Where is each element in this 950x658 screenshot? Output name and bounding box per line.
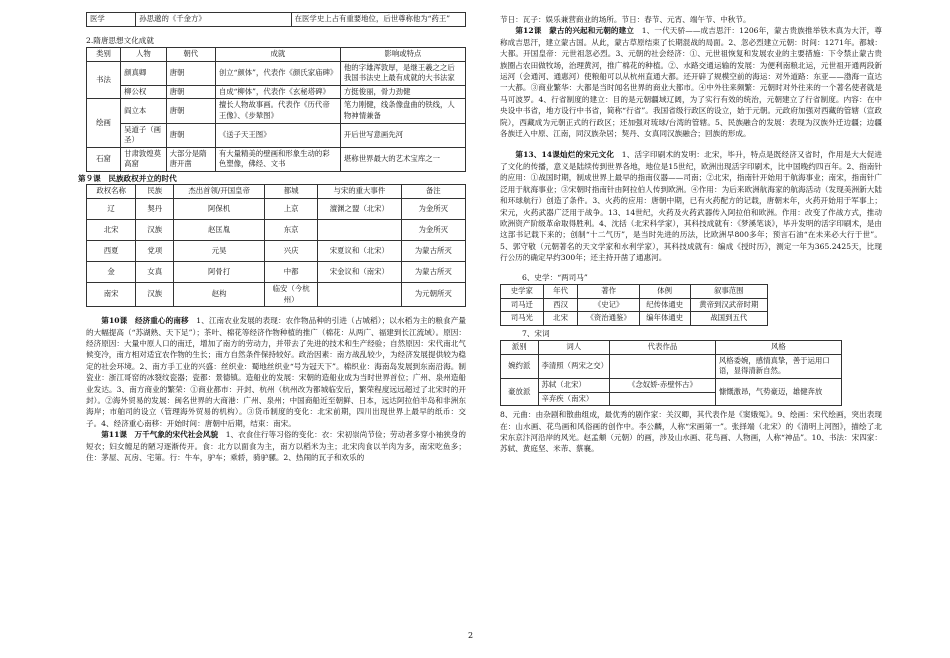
table-cell: 《念奴娇·赤壁怀古》 <box>610 378 716 392</box>
table-cell: 风格委婉，感情真挚，善于运用口语，显得清新自然。 <box>715 354 841 378</box>
table-cell: 北宋 <box>543 312 578 326</box>
table-cell: 辽 <box>87 198 136 219</box>
page-number: 2 <box>468 631 474 640</box>
table-cell: 中都 <box>265 261 318 282</box>
table-cell: 战国到五代 <box>690 312 767 326</box>
table-cell: 柳公权 <box>121 85 166 99</box>
column-header: 都城 <box>265 185 318 199</box>
table-cell: 甘肃敦煌莫高窟 <box>121 147 166 171</box>
table-cell: 《资治通鉴》 <box>578 312 639 326</box>
table-cell: 唐朝 <box>166 85 215 99</box>
table-cell: 在医学史上占有重要地位，后世尊称他为“药王” <box>291 13 465 27</box>
column-header: 叙事范围 <box>690 284 767 298</box>
table-cell: 豪放派 <box>501 378 539 405</box>
table-cell: 临安（今杭州） <box>265 282 318 306</box>
table-cell: 苏轼（北宋） <box>538 378 610 392</box>
table-row <box>87 240 466 261</box>
table-cell: 吴道子（画圣） <box>121 123 166 147</box>
table-cell <box>318 282 401 306</box>
category-cell: 绘画 <box>87 99 121 147</box>
category-cell: 石窟 <box>87 147 121 171</box>
table-row <box>87 99 466 123</box>
table-cell: 阎立本 <box>121 99 166 123</box>
table-row <box>501 298 768 312</box>
lesson-11-title: 第11课 万千气象的宋代社会风貌 <box>101 430 219 440</box>
table-cell: 医学 <box>87 13 136 27</box>
historian-section-title: 6、史学：“两司马” <box>522 272 588 282</box>
column-header: 体例 <box>639 284 690 298</box>
table-header-row <box>87 48 466 62</box>
table-cell: 辛弃疾（南宋） <box>538 392 610 406</box>
table-cell: 宋金议和（南宋） <box>318 261 401 282</box>
table-row <box>87 261 466 282</box>
table-cell: 澶渊之盟（北宋） <box>318 198 401 219</box>
column-header: 民族 <box>136 185 174 199</box>
table-cell: 大部分是隋唐开凿 <box>166 147 215 171</box>
final-paragraph: 8、元曲：由杂剧和散曲组成，最优秀的剧作家：关汉卿，其代表作是《窦娥冤》。9、绘画：宋代绘画，突出表现在：山水画、花鸟画和风俗画的创作中。李公麟，人称“宋画第一”。张择端（北宋）的《清明上河图》，描绘了北宋东京汴河沿岸的风光。赵孟頫（元朝）的画，涉及山水画、花鸟画、人物画，人称“神品”。10、书法：宋四家：苏轼、黄庭坚、米芾、蔡襄。 <box>500 410 882 454</box>
table-cell: 开后世写意画先河 <box>340 123 465 147</box>
table-header-row <box>501 284 768 298</box>
lesson-10-paragraph <box>86 315 466 429</box>
table-cell: 阿骨打 <box>174 261 265 282</box>
table-cell: 赵匡胤 <box>174 219 265 240</box>
column-header: 政权名称 <box>87 185 136 199</box>
table-cell: 司马光 <box>501 312 544 326</box>
table-header-row <box>501 341 842 355</box>
table-cell: 汉族 <box>136 219 174 240</box>
table-cell <box>318 219 401 240</box>
column-header: 著作 <box>578 284 639 298</box>
table-row <box>87 282 466 306</box>
table-cell: 女真 <box>136 261 174 282</box>
lesson-12-paragraph <box>500 25 882 139</box>
category-cell: 书法 <box>87 61 121 99</box>
table-cell: 兴庆 <box>265 240 318 261</box>
column-header: 杰出首领/开国皇帝 <box>174 185 265 199</box>
table-row <box>87 123 466 147</box>
column-header: 词人 <box>538 341 610 355</box>
table-cell: 司马迁 <box>501 298 544 312</box>
lesson-13-14-paragraph <box>500 149 882 263</box>
table-cell: 纪传体通史 <box>639 298 690 312</box>
culture-table <box>86 47 466 172</box>
table-cell: 西汉 <box>543 298 578 312</box>
lesson-9-title: 第９课 民族政权并立的时代 <box>78 173 177 183</box>
table-cell: 南宋 <box>87 282 136 306</box>
table-row <box>501 312 768 326</box>
table-cell: 颜真卿 <box>121 61 166 85</box>
table-cell: 上京 <box>265 198 318 219</box>
table-cell: 自成“柳体”，代表作《玄秘塔碑》 <box>215 85 340 99</box>
table-cell: 宋夏议和（北宋） <box>318 240 401 261</box>
table-cell: 阿保机 <box>174 198 265 219</box>
table-cell: 擅长人物故事画。代表作《历代帝王像》、《步辇图》 <box>215 99 340 123</box>
festival-text: 节日：瓦子：娱乐兼营商业的场所。节日：春节、元宵、端午节、中秋节。 <box>500 15 751 24</box>
table-cell: 西夏 <box>87 240 136 261</box>
table-cell: 堪称世界最大的艺术宝库之一 <box>340 147 465 171</box>
lesson-11-text: 1、衣食住行等习俗的变化：衣：宋初崇尚节俭；劳动者多穿小袖狭身的短衣；妇女缠足的陋习逐渐传开。食：北方以面食为主，南方以稻米为主；北宋肉食以羊肉为多，南宋吃鱼多；住：茅屋、瓦房、宅第。行：牛车，驴车；乘轿，骑驴骡。2、热闹的瓦子和欢乐的 <box>86 430 466 462</box>
table-row <box>87 219 466 240</box>
lesson-12-text: 1、一代天骄——成吉思汗：1206年，蒙古贵族推举铁木真为大汗，尊称成吉思汗，建立蒙古国。从此，蒙古草原结束了长期混战的局面。2、忽必烈建立元朝：时间：1271年。都城：大都。开国皇帝：元世祖忽必烈。3、元朝的社会经济：①、元世祖恢复和发展农业的主要措施：下令禁止蒙古贵族圈占农田做牧场，治理黄河，推广棉花的种植。②、水路交通运输的发展：为便利南粮北运，元世祖开通两段新运河（会通河、通惠河）使粮船可以从杭州直通大都。还开辟了规模空前的海运：对外道路：东亚——渤海一直达一大都。③商业繁华：大都是当时闻名世界的商业大都市。④中外往来频繁：元朝时对外往来的一个著名使者就是马可波罗。4、行省制度的建立：目的是元朝疆域辽阔，为了实行有效的统治，元朝建立了行省制度。内容：在中央设中书省，地方设行中书省，简称“行省”。我国省级行政区的设立，始于元朝。元政府加强对西藏的管辖（宣政院），西藏成为元朝正式的行政区；还加强对琉球/台湾的管辖。5、民族融合的发展：表现为汉族外迁边疆；边疆各族迁入中原、江南，同汉族杂居；契丹、女真同汉族融合；回族的形成。 <box>500 26 882 139</box>
table-cell: 为元朝所灭 <box>401 282 465 306</box>
table-cell: 《送子天王图》 <box>215 123 340 147</box>
historian-table <box>500 284 768 326</box>
table-cell <box>610 354 716 378</box>
table-cell: 党项 <box>136 240 174 261</box>
table-cell: 为金所灭 <box>401 219 465 240</box>
lesson-13-14-text: 1、活字印刷术的发明：北宋，毕升，特点是既经济又省时，作用是大大促进了文化的传播，意义是陆续传到世界各地，地位是15世纪，欧洲出现活字印刷术，比中国晚约四百年。2、指南针的应用：①战国时期，制成世界上最早的指南仪器——司南；②北宋，指南针开始用于航海事业；南宋，指南针广泛用于航海事业；③宋朝时指南针由阿拉伯人传到欧洲。④作用：为后来欧洲航海家的航海活动（发现美洲新大陆和环球航行）创造了条件。3、火药的应用：唐朝中期，已有火药配方的记载，唐朝末年，火药开始用于军事上；宋元，火药武器广泛用于战争。13、14世纪，火药及火药武器传入阿拉伯和欧洲。作用：改变了作战方式，推动欧洲资产阶级革命取得胜利。4、沈括（北宋科学家），其科技成就有：《梦溪笔谈》，毕升发明的活字印刷术，是由这部书记载下来的；创制“十二气历”，是当时先进的历法，比欧洲早800多年；预言石油“在未来必大行于世”。5、郭守敬（元朝著名的天文学家和水利学家），其科技成就有：编成《授时历》，测定一年为365.2425天，比现行公历的确定早约300年；还主持开凿了通惠河。 <box>500 150 883 263</box>
ci-table <box>500 340 842 406</box>
table-cell: 婉约派 <box>501 354 539 378</box>
table-cell: 笔力刚健，线条像盘曲的铁线，人物神情兼备 <box>340 99 465 123</box>
medical-table <box>86 12 466 27</box>
table-row <box>87 198 466 219</box>
table-cell: 方挺俊丽，骨力劲健 <box>340 85 465 99</box>
lesson-13-14-title: 第13、14课灿烂的宋元文化 <box>515 150 615 160</box>
column-header: 朝代 <box>166 48 215 62</box>
table-cell: 为蒙古所灭 <box>401 261 465 282</box>
lesson-10-title: 第10课 经济重心的南移 <box>101 316 189 326</box>
table-cell: 他的字雄浑敦厚，是继王羲之之后我国书法史上最有成就的大书法家 <box>340 61 465 85</box>
table-cell: 唐朝 <box>166 61 215 85</box>
table-cell: 契丹 <box>136 198 174 219</box>
lesson-10-text: 1、江南农业发展的表现：农作物品种的引进（占城稻）；以水稻为主的粮食产量的大幅提高（“苏湖熟、天下足”）；茶叶、棉花等经济作物种植的推广（棉花：从两广、福建到长江流域）。原因：经济原因：大量中原人口的南迁，增加了南方的劳动力，并带去了先进的技术和生产经验；自然原因：宋代南北气候变冷，南方相对适宜农作物的生长；南方自然条件保持较好。政治因素：南方战乱较少，为经济发展提供较为稳定的社会环境。2、南方手工业的兴盛：丝织业：蜀地丝织业“号为冠天下”。棉织业：海南岛发展到东南沿海。制瓷业：浙江哥窑的冰裂纹瓷器；瓷都：景德镇。造船业的发展：宋朝的造船业成为当时世界首位；广州、泉州造船业发达。3、南方商业的繁荣：①商业都市：开封、杭州（杭州改为都城临安后，繁荣程度远远超过了北宋时的开封）。②海外贸易的发展：闽名世界的大商港：广州、泉州；中国商船近至朝鲜、日本，远达阿拉伯半岛和非洲东海岸；市舶司的设立（管理海外贸易的机构）。③货币制度的变化：北宋前期，四川出现世界上最早的纸币：交子。4、经济重心南移：开始时间：唐朝中后期，结束：南宋。 <box>86 316 466 428</box>
ci-section-title: 7、宋词 <box>522 328 550 338</box>
table-cell: 东京 <box>265 219 318 240</box>
table-row <box>87 147 466 171</box>
column-header: 备注 <box>401 185 465 199</box>
lesson-12-title: 第12课 蒙古的兴起和元朝的建立 <box>515 26 635 36</box>
column-header: 史学家 <box>501 284 544 298</box>
table-cell: 慷慨激昂，气势豪迈，雄健奔放 <box>715 378 841 405</box>
column-header: 代表作品 <box>610 341 716 355</box>
culture-section-title: 2.隋唐思想文化成就 <box>86 35 154 45</box>
table-row <box>87 61 466 85</box>
right-column <box>500 0 882 455</box>
table-row <box>87 85 466 99</box>
table-cell: 汉族 <box>136 282 174 306</box>
left-column <box>78 0 466 463</box>
column-header: 影响或特点 <box>340 48 465 62</box>
table-row <box>501 378 842 392</box>
table-cell: 元昊 <box>174 240 265 261</box>
column-header: 与宋的重大事件 <box>318 185 401 199</box>
table-cell: 孙思邈的《千金方》 <box>136 13 291 27</box>
table-cell: 为蒙古所灭 <box>401 240 465 261</box>
regime-table <box>86 184 466 307</box>
column-header: 风格 <box>715 341 841 355</box>
table-cell <box>610 392 716 406</box>
table-cell: 唐朝 <box>166 123 215 147</box>
table-cell: 唐朝 <box>166 99 215 123</box>
lesson-11-paragraph <box>86 429 466 463</box>
table-cell: 李清照（两宋之交） <box>538 354 610 378</box>
table-cell: 《史记》 <box>578 298 639 312</box>
table-cell: 创立“颜体”，代表作《颜氏家庙碑》 <box>215 61 340 85</box>
column-header: 派别 <box>501 341 539 355</box>
table-cell: 金 <box>87 261 136 282</box>
table-header-row <box>87 185 466 199</box>
table-cell: 有大量精美的壁画和形象生动的彩色塑像，佛经、文书 <box>215 147 340 171</box>
table-cell: 为金所灭 <box>401 198 465 219</box>
column-header: 人物 <box>121 48 166 62</box>
column-header: 类别 <box>87 48 121 62</box>
table-cell: 赵构 <box>174 282 265 306</box>
column-header: 成就 <box>215 48 340 62</box>
table-row <box>87 13 466 27</box>
table-cell: 编年体通史 <box>639 312 690 326</box>
table-cell: 北宋 <box>87 219 136 240</box>
table-row <box>501 354 842 378</box>
column-header: 年代 <box>543 284 578 298</box>
table-cell: 黄帝到汉武帝时期 <box>690 298 767 312</box>
